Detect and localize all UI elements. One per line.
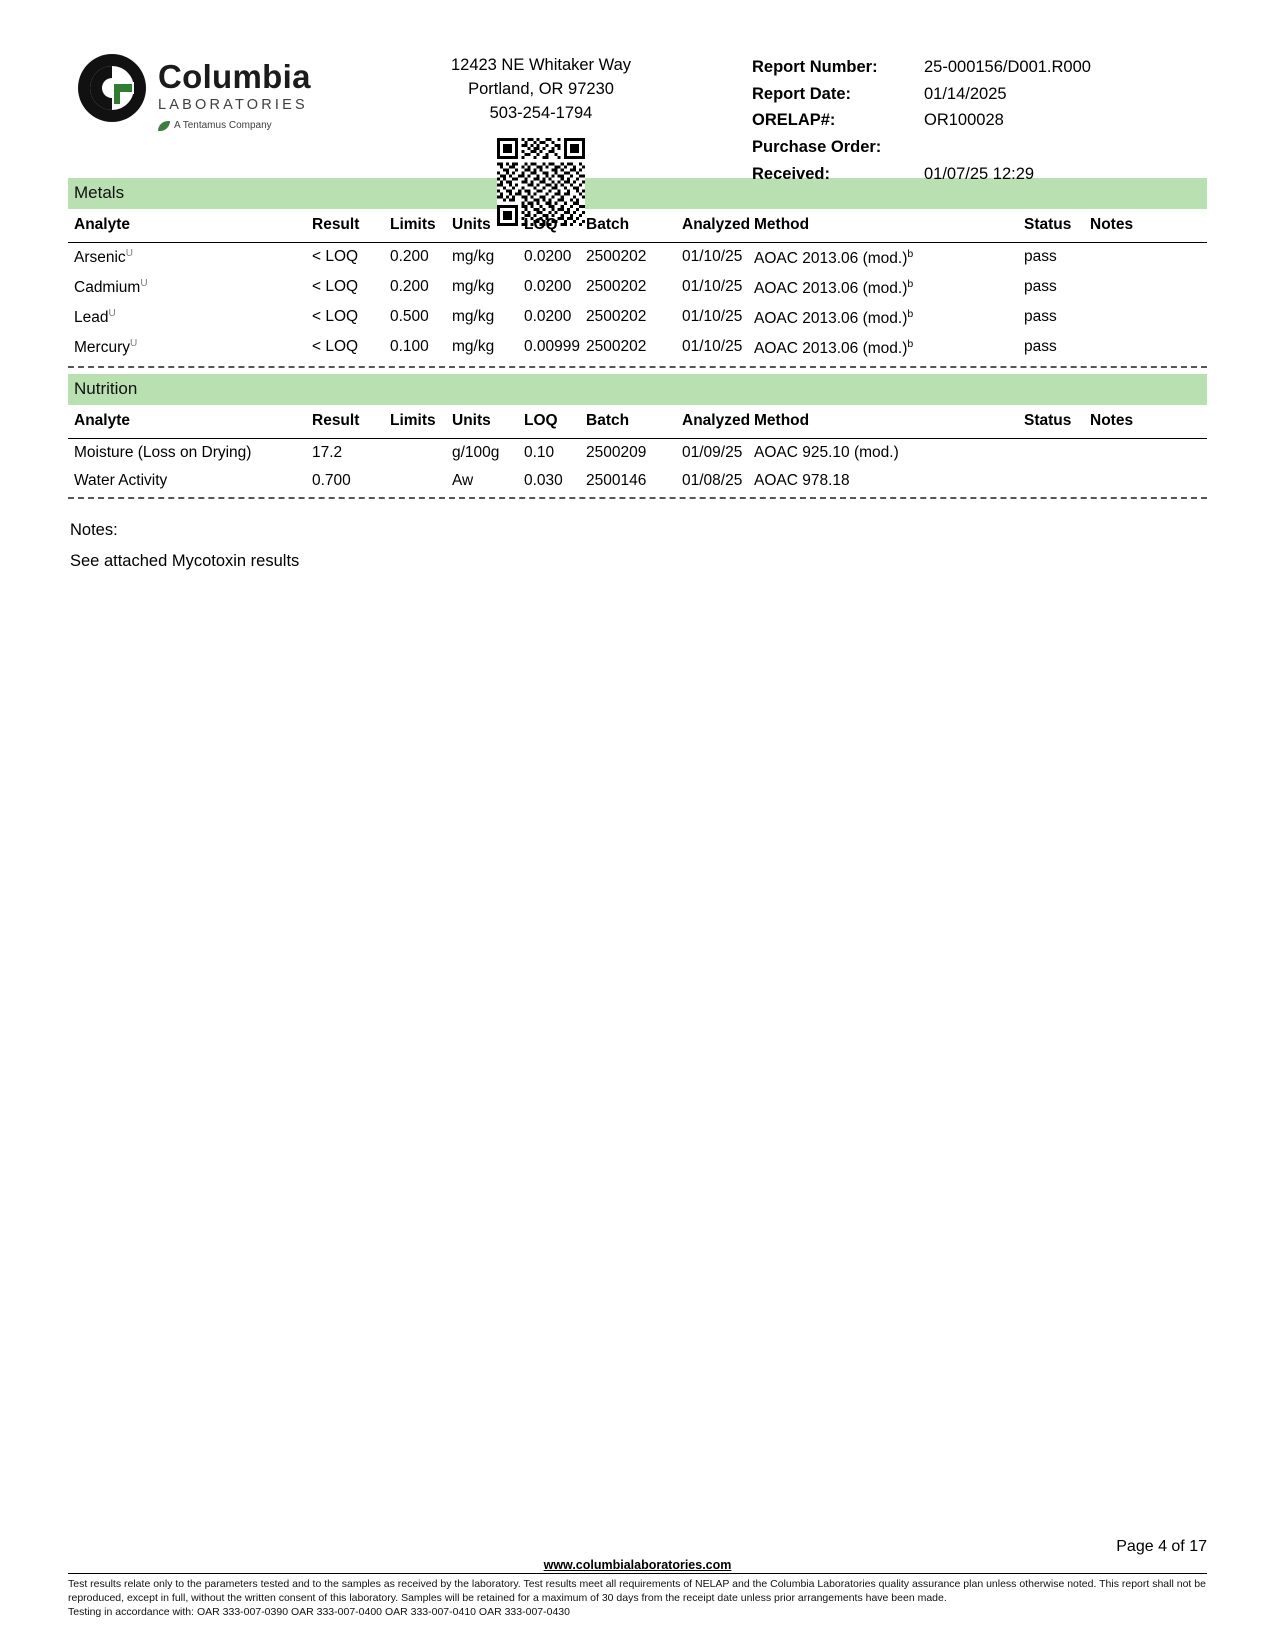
- method-superscript: b: [907, 308, 914, 321]
- cell-status: [1024, 467, 1090, 495]
- cell-method: AOAC 978.18: [754, 471, 850, 489]
- col-batch: Batch: [586, 209, 682, 243]
- columbia-c-logo-icon: [76, 52, 148, 124]
- meta-label-received: Received:: [752, 164, 830, 183]
- table-row: [68, 467, 1207, 495]
- table-row: [68, 243, 1207, 274]
- tentamus-label: A Tentamus Company: [174, 120, 272, 131]
- cell-notes: [1090, 303, 1207, 333]
- cell-units: g/100g: [452, 443, 500, 461]
- meta-label-report-date: Report Date:: [752, 84, 852, 103]
- analyte-name: Arsenic: [74, 249, 126, 267]
- cell-method: AOAC 925.10 (mod.): [754, 443, 899, 461]
- meta-label-orelap: ORELAP#:: [752, 111, 836, 130]
- method-name: AOAC 2013.06 (mod.): [754, 310, 908, 328]
- meta-row-report-date: [752, 81, 1207, 108]
- cell-analyzed: 01/09/25: [682, 443, 743, 461]
- cell-batch: 2500202: [586, 308, 647, 326]
- col-result: Result: [312, 209, 390, 243]
- col-batch: Batch: [586, 405, 682, 439]
- page-number: Page 4 of 17: [1116, 1538, 1207, 1556]
- method-superscript: b: [907, 338, 914, 351]
- col-units: Units: [452, 209, 524, 243]
- table-row: [68, 333, 1207, 363]
- col-analyte: Analyte: [68, 405, 312, 439]
- notes-body: See attached Mycotoxin results: [70, 551, 300, 570]
- cell-method: [754, 303, 1024, 333]
- cell-limits: 0.200: [390, 248, 429, 265]
- cell-analyzed: 01/08/25: [682, 471, 743, 489]
- cell-analyte: [68, 243, 312, 274]
- cell-units: mg/kg: [452, 248, 495, 265]
- cell-batch: 2500202: [586, 338, 647, 356]
- report-footer: [68, 1538, 1207, 1620]
- meta-row-received: [752, 161, 1207, 188]
- table-row: [68, 273, 1207, 303]
- address-phone: 503-254-1794: [489, 103, 593, 122]
- col-notes: Notes: [1090, 405, 1207, 439]
- cell-status: pass: [1024, 278, 1057, 296]
- cell-analyzed: 01/10/25: [682, 308, 743, 326]
- analyte-name: Lead: [74, 309, 109, 327]
- cell-batch: 2500202: [586, 278, 647, 296]
- section-divider: [68, 497, 1207, 499]
- meta-value-report-number: 25-000156/D001.R000: [924, 58, 1091, 76]
- table-row: [68, 438, 1207, 467]
- col-analyzed: Analyzed: [682, 209, 754, 243]
- address-line-1: 12423 NE Whitaker Way: [450, 56, 632, 74]
- cell-analyte: [68, 333, 312, 363]
- cell-loq: 0.0200: [524, 308, 572, 326]
- report-metadata: [706, 52, 1207, 188]
- meta-value-orelap: OR100028: [924, 111, 1004, 130]
- cell-loq: 0.0200: [524, 248, 572, 265]
- cell-units: mg/kg: [452, 338, 495, 356]
- cell-notes: [1090, 333, 1207, 363]
- metals-results-table: [68, 209, 1207, 364]
- qr-code: [497, 138, 585, 226]
- cell-analyte: [68, 303, 312, 333]
- meta-value-received: 01/07/25 12:29: [924, 164, 1035, 183]
- cell-status: pass: [1024, 248, 1057, 265]
- cell-limits: 0.500: [390, 308, 429, 326]
- cell-result: < LOQ: [312, 338, 359, 356]
- cell-limits: [390, 438, 452, 467]
- report-header: [68, 0, 1207, 183]
- method-name: AOAC 2013.06 (mod.): [754, 340, 908, 358]
- cell-loq: 0.00999: [524, 338, 581, 356]
- notes-heading: Notes:: [70, 520, 118, 539]
- cell-batch: 2500146: [586, 471, 647, 489]
- cell-analyzed: 01/10/25: [682, 248, 743, 265]
- col-units: Units: [452, 405, 524, 439]
- col-notes: Notes: [1090, 209, 1207, 243]
- cell-units: mg/kg: [452, 308, 495, 326]
- analyte-flag: U: [125, 248, 134, 259]
- notes-block: [68, 521, 1207, 571]
- cell-loq: 0.0200: [524, 278, 572, 296]
- cell-analyzed: 01/10/25: [682, 278, 743, 296]
- logo-wordmark: [158, 52, 311, 131]
- col-loq: LOQ: [524, 405, 586, 439]
- col-limits: Limits: [390, 405, 452, 439]
- meta-row-orelap: [752, 107, 1207, 134]
- cell-units: Aw: [452, 471, 474, 489]
- analyte-flag: U: [140, 278, 149, 290]
- col-result: Result: [312, 405, 390, 439]
- col-analyte: Analyte: [68, 209, 312, 243]
- cell-notes: [1090, 467, 1207, 495]
- method-name: AOAC 2013.06 (mod.): [754, 280, 908, 298]
- cell-method: [754, 273, 1024, 303]
- cell-method: [754, 333, 1024, 363]
- cell-limits: 0.100: [390, 338, 429, 356]
- cell-batch: 2500209: [586, 443, 647, 461]
- cell-units: mg/kg: [452, 278, 495, 296]
- address-line-2: Portland, OR 97230: [468, 79, 614, 98]
- cell-loq: 0.10: [524, 443, 555, 461]
- section-title-metals: Metals: [68, 178, 1207, 209]
- meta-value-report-date: 01/14/2025: [924, 84, 1007, 103]
- section-title-nutrition: Nutrition: [68, 374, 1207, 405]
- analyte-name: Mercury: [74, 339, 130, 357]
- cell-notes: [1090, 243, 1207, 274]
- nutrition-results-table: [68, 405, 1207, 495]
- meta-row-purchase-order: [752, 134, 1207, 161]
- cell-limits: [390, 467, 452, 495]
- meta-label-report-number: Report Number:: [752, 58, 878, 76]
- section-divider: [68, 366, 1207, 368]
- cell-status: pass: [1024, 308, 1057, 326]
- leaf-icon: [158, 121, 170, 131]
- method-name: AOAC 2013.06 (mod.): [754, 250, 908, 268]
- cell-analyte: Water Activity: [74, 471, 168, 489]
- tentamus-line: [158, 120, 311, 131]
- table-row: [68, 303, 1207, 333]
- cell-status: [1024, 438, 1090, 467]
- col-analyzed: Analyzed: [682, 405, 754, 439]
- cell-analyte: Moisture (Loss on Drying): [74, 443, 252, 461]
- footer-disclaimer: Test results relate only to the parameters tested and to the samples as received by the laboratory. Test results meet all requirements of NELAP and the Columbia Laboratories quality assurance plan unless otherwise noted. This report shall not be reproduced, except in full, without the written consent of this laboratory. Samples will be retained for a maximum of 30 days from the receipt date unless prior arrangements have been made.: [68, 1578, 1206, 1605]
- cell-analyzed: 01/10/25: [682, 338, 743, 356]
- analyte-flag: U: [108, 308, 117, 320]
- col-method: Method: [754, 405, 1024, 439]
- cell-analyte: [68, 273, 312, 303]
- section-nutrition: [68, 374, 1207, 499]
- cell-loq: 0.030: [524, 471, 563, 489]
- method-superscript: b: [907, 278, 914, 291]
- cell-result: < LOQ: [312, 248, 359, 265]
- col-status: Status: [1024, 209, 1090, 243]
- cell-status: pass: [1024, 338, 1057, 356]
- cell-result: 17.2: [312, 443, 343, 461]
- analyte-name: Cadmium: [74, 279, 141, 297]
- cell-result: 0.700: [312, 471, 351, 489]
- cell-notes: [1090, 273, 1207, 303]
- meta-row-report-number: [752, 54, 1207, 81]
- cell-batch: 2500202: [586, 248, 647, 265]
- cell-notes: [1090, 438, 1207, 467]
- cell-result: < LOQ: [312, 278, 359, 296]
- logo-company-name: Columbia: [158, 58, 311, 95]
- col-method: Method: [754, 209, 1024, 243]
- footer-website-link[interactable]: www.columbialaboratories.com: [543, 1558, 732, 1573]
- cell-result: < LOQ: [312, 308, 359, 326]
- method-superscript: b: [907, 248, 914, 260]
- table-header-row: [68, 405, 1207, 439]
- cell-limits: 0.200: [390, 278, 429, 296]
- col-loq: LOQ: [524, 209, 586, 243]
- col-status: Status: [1024, 405, 1090, 439]
- footer-divider: [68, 1573, 1207, 1574]
- analyte-flag: U: [129, 338, 139, 350]
- logo-company-subtitle: LABORATORIES: [158, 97, 308, 113]
- col-limits: Limits: [390, 209, 452, 243]
- lab-address: [376, 52, 706, 226]
- footer-accreditation: Testing in accordance with: OAR 333-007-0390 OAR 333-007-0400 OAR 333-007-0410 OAR 333-007-0430: [68, 1606, 570, 1619]
- company-logo: [68, 52, 376, 131]
- meta-label-purchase-order: Purchase Order:: [752, 138, 882, 157]
- cell-method: [754, 243, 1024, 274]
